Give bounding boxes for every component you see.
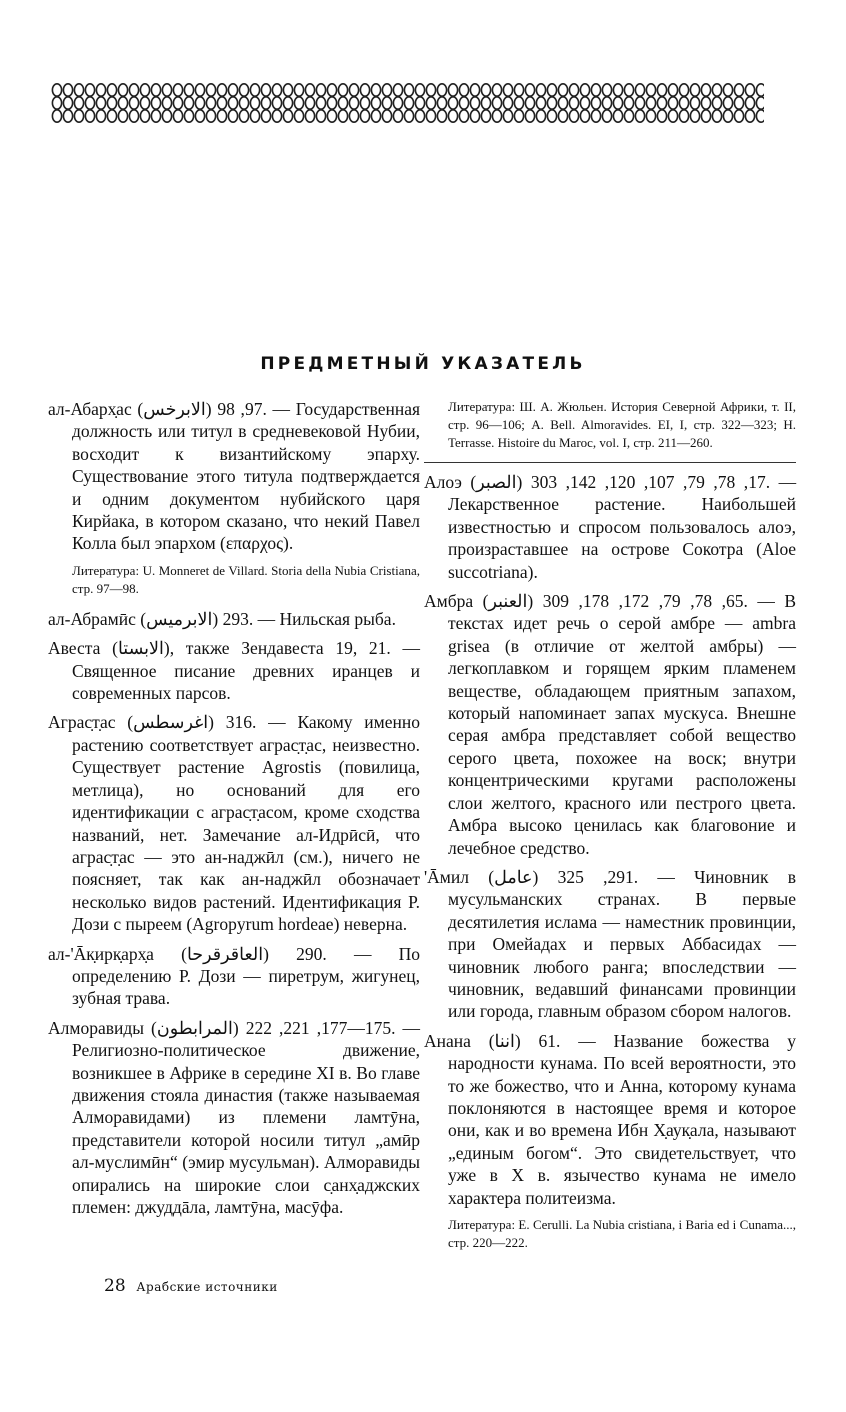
index-entry-almoravids: [48, 1017, 420, 1219]
ornament-loop: [503, 110, 512, 122]
ornament-loop: [437, 97, 446, 109]
ornament-loop: [657, 110, 666, 122]
ornament-loop: [283, 84, 292, 96]
ornament-loop: [591, 84, 600, 96]
ornament-loop: [283, 97, 292, 109]
ornament-loop: [305, 110, 314, 122]
ornament-loop: [459, 84, 468, 96]
ornament-loop: [745, 84, 754, 96]
ornament-loop: [525, 110, 534, 122]
ornament-loop: [349, 110, 358, 122]
entry-text: ал-'Āк̣ирк̣арх̣а (العاقرقرحا) 290. — По определению Р. Дози — пиретрум, жигунец, зубная трава.: [48, 943, 421, 1009]
ornament-loop: [569, 110, 578, 122]
ornament-loop: [96, 97, 105, 109]
index-entry-agrastas: [48, 711, 420, 935]
ornament-loop: [745, 97, 754, 109]
ornament-loop: [371, 110, 380, 122]
ornament-loop: [206, 84, 215, 96]
ornament-loop: [404, 84, 413, 96]
entry-text: ал-Абарх̣ас (الابرخس) 97, 98. — Государственная должность или титул в средневековой Нубии, восходит к византийскому эпарху. Существование этого титула подтверждается и одним документом нубийского царя Кирйака, в котором сказано, что некий Павел Колла был эпархом (επαρχος).: [48, 399, 421, 554]
ornament-loop: [250, 110, 259, 122]
ornament-loop: [140, 84, 149, 96]
ornament-loop: [327, 97, 336, 109]
ornament-loop: [624, 110, 633, 122]
ornament-loop: [360, 84, 369, 96]
ornament-loop: [657, 97, 666, 109]
ornament-loop: [96, 84, 105, 96]
ornament-loop: [349, 84, 358, 96]
entry-text: Алоэ (الصبر) 17, 78, 79, 107, 120, 142, 303. — Лекарственное растение. Наибольшей известностью и спросом пользовалось алоэ, произраставшее на острове Сокотра (Aloe succotriana).: [424, 472, 797, 582]
ornament-loop: [250, 97, 259, 109]
ornament-loop: [74, 84, 83, 96]
ornament-loop: [184, 110, 193, 122]
index-entry-avesta: [48, 637, 420, 704]
ornament-loop: [371, 97, 380, 109]
ornament-loop: [613, 84, 622, 96]
ornament-loop: [338, 84, 347, 96]
ornament-loop: [690, 84, 699, 96]
page-number: 28: [104, 1276, 126, 1296]
ornament-loop: [712, 110, 721, 122]
ornament-loop: [679, 84, 688, 96]
entry-text: 'Āмил (عامل) 291, 325. — Чиновник в мусульманских странах. В первые десятилетия ислама — наместник провинции, при Омейадах и первых Аббасидах — чиновник любого ранга; впоследствии — чиновник, ведавший финансами провинции или города, главным образом сбором налогов.: [424, 866, 796, 1022]
ornament-loop: [404, 97, 413, 109]
decorative-ornament-band: [48, 78, 764, 128]
ornament-loop: [624, 97, 633, 109]
ornament-loop: [547, 97, 556, 109]
ornament-loop: [525, 97, 534, 109]
ornament-loop: [448, 97, 457, 109]
ornament-loop: [360, 97, 369, 109]
ornament-loop: [569, 84, 578, 96]
ornament-loop: [723, 97, 732, 109]
ornament-loop: [118, 84, 127, 96]
ornament-loop: [470, 84, 479, 96]
ornament-loop: [481, 97, 490, 109]
ornament-loop: [162, 97, 171, 109]
ornament-loop: [426, 84, 435, 96]
ornament-loop: [712, 84, 721, 96]
page-footer: [104, 1276, 278, 1296]
ornament-loop: [118, 110, 127, 122]
ornament-loop: [118, 97, 127, 109]
ornament-loop: [206, 97, 215, 109]
ornament-loop: [316, 110, 325, 122]
ornament-loop: [140, 110, 149, 122]
ornament-loop: [393, 84, 402, 96]
ornament-loop: [294, 84, 303, 96]
ornament-loop: [294, 110, 303, 122]
ornament-loop: [415, 84, 424, 96]
footer-signature: Арабские источники: [136, 1280, 278, 1294]
ornament-loop: [415, 110, 424, 122]
ornament-loop: [393, 110, 402, 122]
entry-text: Амбра (العنبر) 65, 78, 79, 172, 178, 309. — В текстах идет речь о серой амбре — ambra grisea (в отличие от желтой амбры) — легкоплавком и горящем ярким пламенем веществе, обладающем приятным запахом, который напоминает запах мускуса. Внешне серая амбра представляет собой вещество серого цвета, похожее на воск; внутри концентрическими кругами расположены слои желтого, красного или пестрого цвета. Амбра высоко ценилась как благовоние и лечебное средство.: [424, 591, 797, 858]
ornament-loop: [514, 110, 523, 122]
ornament-loop: [591, 97, 600, 109]
ornament-loop: [184, 84, 193, 96]
ornament-loop: [272, 97, 281, 109]
ornament-loop: [437, 110, 446, 122]
ornament-loop: [514, 84, 523, 96]
index-entry-amil: [424, 866, 796, 1023]
ornament-loop: [107, 84, 116, 96]
ornament-loop: [151, 84, 160, 96]
ornament-loop: [613, 97, 622, 109]
index-entry-aloe: [424, 471, 796, 583]
ornament-loop: [635, 84, 644, 96]
ornament-loop: [371, 84, 380, 96]
ornament-loop: [173, 97, 182, 109]
ornament-loop: [63, 84, 72, 96]
entry-text: Аграс̣т̣ас (اغرسطس) 316. — Какому именно растению соответствует аграс̣т̣ас, неизвестно. Существует растение Agrostis (повилица, метлица), но оснований для его идентификации с аграс̣т̣асом, кроме сходства названий, нет. Замечание ал-Идрӣсӣ, что аграс̣т̣ас — это ан-наджӣл (см.), ничего не поясняет, так как ан-наджӣл обозначает несколько видов растений. Идентификация Р. Дози с пыреем (Agropyrum hordeae) неверна.: [48, 712, 420, 935]
literature-note: Литература: Ш. А. Жюльен. История Северной Африки, т. II, стр. 96—106; A. Bell. Almoravides. EI, I, стр. 322—323; H. Terrasse. Histoire du Maroc, vol. I, стр. 211—260.: [448, 399, 796, 450]
index-entry-akirkarha: [48, 943, 420, 1010]
ornament-loop: [481, 110, 490, 122]
ornament-loop: [327, 84, 336, 96]
ornament-loop: [646, 110, 655, 122]
ornament-loop: [52, 110, 61, 122]
ornament-loop: [52, 97, 61, 109]
ornament-loop: [261, 97, 270, 109]
ornament-loop: [536, 97, 545, 109]
ornament-loop: [129, 110, 138, 122]
ornament-loop: [195, 97, 204, 109]
ornament-loop: [305, 84, 314, 96]
ornament-loop: [173, 84, 182, 96]
ornament-loop: [591, 110, 600, 122]
ornament-loop: [756, 110, 764, 122]
ornament-loop: [63, 97, 72, 109]
ornament-loop: [602, 84, 611, 96]
literature-note: Литература: U. Monneret de Villard. Storia della Nubia Cristiana, стр. 97—98.: [72, 562, 420, 596]
index-entry-abarhas: [48, 398, 420, 555]
ornament-loop: [580, 84, 589, 96]
ornament-loop: [679, 110, 688, 122]
ornament-loop: [173, 110, 182, 122]
ornament-loop: [503, 84, 512, 96]
ornament-loop: [426, 97, 435, 109]
ornament-loop: [107, 110, 116, 122]
ornament-loop: [448, 84, 457, 96]
entry-text: Алморавиды (المرابطون) 175—177, 221, 222. — Религиозно-политическое движение, возникшее в Африке в середине XI в. Во главе движения стояла династия (также называемая Алморавидами) из племени ламтӯна, представители которой носили титул „амӣр ал-муслимӣн“ (эмир мусульман). Алморавиды опирались на широкие слои с̣анх̣аджских племен: джуддāла, ламтӯна, масӯфа.: [48, 1017, 421, 1217]
ornament-loop: [734, 97, 743, 109]
ornament-loop: [272, 110, 281, 122]
ornament-loop: [690, 110, 699, 122]
ornament-loop: [85, 110, 94, 122]
ornament-loop: [481, 84, 490, 96]
ornament-loop: [316, 97, 325, 109]
ornament-loop: [613, 110, 622, 122]
ornament-loop: [492, 97, 501, 109]
ornament-loop: [580, 97, 589, 109]
ornament-loop: [261, 84, 270, 96]
ornament-loop: [217, 97, 226, 109]
ornament-loop: [536, 110, 545, 122]
ornament-loop: [382, 110, 391, 122]
ornament-loop: [459, 110, 468, 122]
ornament-loop: [701, 97, 710, 109]
ornament-loop: [63, 110, 72, 122]
ornament-loop: [701, 110, 710, 122]
ornament-loop: [756, 97, 764, 109]
ornament-loop: [745, 110, 754, 122]
ornament-loop: [415, 97, 424, 109]
ornament-loop: [492, 110, 501, 122]
ornament-loop: [107, 97, 116, 109]
ornament-loop: [382, 97, 391, 109]
ornament-loop: [437, 84, 446, 96]
ornament-loop: [85, 97, 94, 109]
ornament-loop: [239, 97, 248, 109]
ornament-loop: [459, 97, 468, 109]
literature-note: Литература: E. Cerulli. La Nubia cristiana, i Baria ed i Cunama..., стр. 220—222.: [448, 1217, 796, 1250]
ornament-loop: [547, 84, 556, 96]
ornament-loop: [217, 84, 226, 96]
ornament-loop: [404, 110, 413, 122]
ornament-loop: [712, 97, 721, 109]
ornament-loop: [206, 110, 215, 122]
ornament-loop: [327, 110, 336, 122]
divider: [424, 462, 796, 463]
ornament-loop: [547, 110, 556, 122]
ornament-loop: [602, 97, 611, 109]
ornament-loop: [492, 84, 501, 96]
ornament-loop: [195, 84, 204, 96]
ornament-loop: [514, 97, 523, 109]
ornament-loop: [470, 97, 479, 109]
ornament-loop: [679, 97, 688, 109]
ornament-loop: [756, 84, 764, 96]
ornament-loop: [85, 84, 94, 96]
ornament-loop: [723, 110, 732, 122]
ornament-loop: [338, 97, 347, 109]
entry-text: Анана (اننا) 61. — Название божества у народности кунама. По всей вероятности, это то же божество, что и Анна, которому кунама поклоняются в настоящее время и которое они, как и во времена Ибн Х̣аук̣ала, называют „единым богом“. Это свидетельствует, что уже в X в. язычество кунама не имело характера политеизма.: [424, 1030, 797, 1208]
ornament-loop: [602, 110, 611, 122]
ornament-loop: [151, 110, 160, 122]
ornament-loop: [162, 110, 171, 122]
ornament-loop: [393, 97, 402, 109]
ornament-loop: [624, 84, 633, 96]
ornament-loop: [558, 84, 567, 96]
ornament-loop: [294, 97, 303, 109]
entry-text: ал-Абрамӣс (الابرميس) 293. — Нильская рыба.: [48, 608, 396, 629]
ornament-loop: [569, 97, 578, 109]
ornament-loop: [635, 97, 644, 109]
ornament-loop: [525, 84, 534, 96]
ornament-loop: [162, 84, 171, 96]
index-entry-anana: [424, 1030, 796, 1209]
ornament-loop: [668, 110, 677, 122]
ornament-loop: [261, 110, 270, 122]
index-entry-ambra: [424, 590, 796, 859]
ornament-loop: [558, 97, 567, 109]
ornament-loop: [657, 84, 666, 96]
ornament-loop: [580, 110, 589, 122]
index-entry-abramis: [48, 608, 420, 630]
ornament-loop: [129, 84, 138, 96]
ornament-loop: [228, 110, 237, 122]
entry-text: Авеста (الابستا), также Зендавеста 19, 21. — Священное писание древних иранцев и современных парсов.: [48, 638, 420, 704]
ornament-loop: [74, 97, 83, 109]
ornament-loop: [426, 110, 435, 122]
ornament-loop: [558, 110, 567, 122]
ornament-loop: [646, 84, 655, 96]
ornament-loop: [305, 97, 314, 109]
ornament-loop: [283, 110, 292, 122]
ornament-loop: [228, 97, 237, 109]
ornament-loop: [338, 110, 347, 122]
ornament-loop: [151, 97, 160, 109]
ornament-loop: [96, 110, 105, 122]
page-title: ПРЕДМЕТНЫЙ УКАЗАТЕЛЬ: [260, 354, 586, 374]
ornament-loop: [316, 84, 325, 96]
ornament-loop: [52, 84, 61, 96]
ornament-loop: [272, 84, 281, 96]
ornament-loop: [723, 84, 732, 96]
ornament-loop: [635, 110, 644, 122]
ornament-loop: [129, 97, 138, 109]
ornament-loop: [668, 84, 677, 96]
ornament-loop: [217, 110, 226, 122]
ornament-loop: [646, 97, 655, 109]
ornament-loop: [195, 110, 204, 122]
ornament-loop: [250, 84, 259, 96]
ornament-loop: [140, 97, 149, 109]
ornament-loop: [448, 110, 457, 122]
ornament-loop: [382, 84, 391, 96]
ornament-loop: [470, 110, 479, 122]
ornament-loop: [734, 110, 743, 122]
ornament-loop: [228, 84, 237, 96]
left-column: [48, 398, 420, 1225]
ornament-loop: [734, 84, 743, 96]
ornament-loop: [690, 97, 699, 109]
ornament-loop: [503, 97, 512, 109]
ornament-loop: [668, 97, 677, 109]
ornament-loop: [184, 97, 193, 109]
right-column: [424, 398, 796, 1262]
ornament-loop: [360, 110, 369, 122]
ornament-loop: [349, 97, 358, 109]
ornament-loop: [536, 84, 545, 96]
ornament-loop: [74, 110, 83, 122]
ornament-loop: [239, 110, 248, 122]
ornament-loop: [701, 84, 710, 96]
ornament-loop: [239, 84, 248, 96]
